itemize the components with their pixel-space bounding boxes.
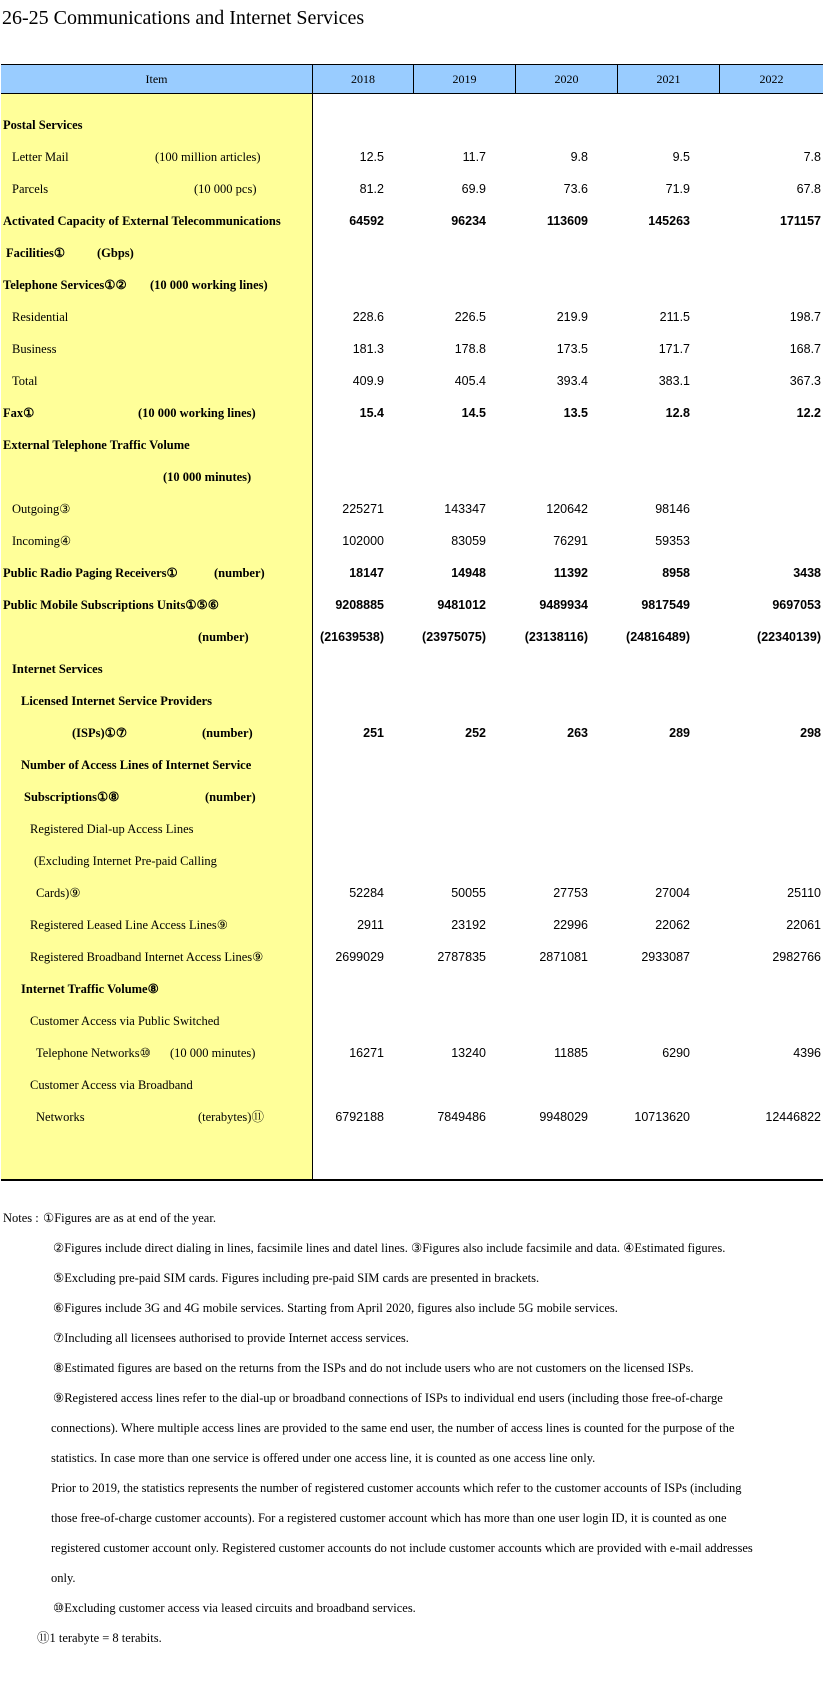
value-cell-2020: 76291 bbox=[553, 534, 588, 548]
value-cell-2020: 9948029 bbox=[539, 1110, 588, 1124]
value-cell-2018: 6792188 bbox=[335, 1110, 384, 1124]
row-label: (ISPs)①⑦ bbox=[72, 726, 128, 740]
value-cell-2019: 2787835 bbox=[437, 950, 486, 964]
row-label: Networks bbox=[36, 1110, 85, 1124]
table-row bbox=[0, 493, 823, 525]
value-cell-2018: 16271 bbox=[349, 1046, 384, 1060]
row-label: External Telephone Traffic Volume bbox=[3, 438, 190, 452]
table-row bbox=[0, 781, 823, 813]
note-line: ⑪1 terabyte = 8 terabits. bbox=[37, 1631, 162, 1645]
value-cell-2022: 12.2 bbox=[796, 406, 821, 420]
row-label: Licensed Internet Service Providers bbox=[21, 694, 213, 708]
value-cell-2021: 10713620 bbox=[634, 1110, 690, 1124]
header-year-2018: 2018 bbox=[351, 72, 375, 86]
value-cell-2020: 27753 bbox=[553, 886, 588, 900]
value-cell-2021: 22062 bbox=[655, 918, 690, 932]
table-row bbox=[0, 909, 823, 941]
value-cell-2019: 14948 bbox=[451, 566, 486, 580]
table-row bbox=[0, 557, 823, 589]
header-item: Item bbox=[145, 72, 168, 86]
value-cell-2022: 198.7 bbox=[789, 310, 821, 324]
table-row bbox=[0, 621, 823, 653]
row-label: Fax① bbox=[3, 406, 35, 420]
value-cell-2021: 9.5 bbox=[672, 150, 690, 164]
header-year-2022: 2022 bbox=[759, 72, 784, 86]
value-cell-2021: 12.8 bbox=[665, 406, 690, 420]
value-cell-2019: 50055 bbox=[451, 886, 486, 900]
value-cell-2019: 96234 bbox=[451, 214, 486, 228]
value-cell-2019: 252 bbox=[465, 726, 486, 740]
value-cell-2020: 263 bbox=[567, 726, 588, 740]
note-line: ⑧Estimated figures are based on the returns from the ISPs and do not include users who are not customers on the licensed ISPs. bbox=[53, 1361, 694, 1375]
row-label: Incoming④ bbox=[12, 534, 72, 548]
value-cell-2019: 11.7 bbox=[462, 150, 486, 164]
table-row bbox=[0, 461, 823, 493]
value-cell-2019: 23192 bbox=[451, 918, 486, 932]
value-cell-2021: 9817549 bbox=[641, 598, 690, 612]
value-cell-2018: 12.5 bbox=[359, 150, 384, 164]
value-cell-2021: 171.7 bbox=[658, 342, 690, 356]
row-label: Residential bbox=[12, 310, 69, 324]
value-cell-2018: 52284 bbox=[349, 886, 384, 900]
value-cell-2019: 83059 bbox=[451, 534, 486, 548]
row-label: Customer Access via Broadband bbox=[30, 1078, 193, 1092]
value-cell-2020: 2871081 bbox=[539, 950, 588, 964]
table-row bbox=[0, 109, 823, 141]
table-row bbox=[0, 941, 823, 973]
header-year-2019: 2019 bbox=[452, 72, 477, 86]
value-cell-2021: 27004 bbox=[655, 886, 690, 900]
note-line: only. bbox=[51, 1571, 76, 1585]
row-unit: (number) bbox=[198, 630, 249, 644]
value-cell-2020: 120642 bbox=[546, 502, 588, 516]
table-row bbox=[0, 333, 823, 365]
row-unit: (number) bbox=[214, 566, 265, 580]
notes-prefix: Notes : bbox=[3, 1211, 39, 1225]
value-cell-2019: 7849486 bbox=[437, 1110, 486, 1124]
value-cell-2021: 59353 bbox=[655, 534, 690, 548]
table-row bbox=[0, 1069, 823, 1101]
value-cell-2020: 13.5 bbox=[563, 406, 588, 420]
value-cell-2022: 3438 bbox=[793, 566, 821, 580]
value-cell-2022: 67.8 bbox=[796, 182, 821, 196]
table-row bbox=[0, 973, 823, 1005]
value-cell-2020: 219.9 bbox=[556, 310, 588, 324]
row-label: Subscriptions①⑧ bbox=[24, 790, 120, 804]
value-cell-2018: 2911 bbox=[357, 918, 384, 932]
value-cell-2018: 9208885 bbox=[335, 598, 384, 612]
note-line: ⑤Excluding pre-paid SIM cards. Figures including pre-paid SIM cards are presented in brackets. bbox=[53, 1271, 540, 1285]
row-label: Business bbox=[12, 342, 57, 356]
table-row bbox=[0, 653, 823, 685]
value-cell-2020: 9.8 bbox=[570, 150, 588, 164]
row-label: Internet Traffic Volume⑧ bbox=[21, 982, 159, 996]
row-unit: (number) bbox=[202, 726, 253, 740]
value-cell-2019: 405.4 bbox=[454, 374, 486, 388]
value-cell-2019: (23975075) bbox=[422, 630, 486, 644]
value-cell-2020: 173.5 bbox=[556, 342, 588, 356]
value-cell-2019: 14.5 bbox=[461, 406, 486, 420]
row-label: Cards)⑨ bbox=[36, 886, 81, 900]
value-cell-2019: 143347 bbox=[444, 502, 486, 516]
value-cell-2019: 69.9 bbox=[461, 182, 486, 196]
value-cell-2018: 225271 bbox=[342, 502, 384, 516]
table-row bbox=[0, 1101, 823, 1133]
note-line: ⑦Including all licensees authorised to provide Internet access services. bbox=[53, 1331, 409, 1345]
row-unit: (10 000 working lines) bbox=[150, 278, 268, 292]
table-row bbox=[0, 237, 823, 269]
table-row bbox=[0, 525, 823, 557]
table-row bbox=[0, 173, 823, 205]
row-label: Facilities① bbox=[6, 246, 66, 260]
value-cell-2018: 81.2 bbox=[359, 182, 384, 196]
row-label: Registered Leased Line Access Lines⑨ bbox=[30, 918, 228, 932]
value-cell-2021: 8958 bbox=[662, 566, 690, 580]
table-row bbox=[0, 1037, 823, 1069]
row-label: Public Mobile Subscriptions Units①⑤⑥ bbox=[3, 598, 219, 612]
value-cell-2020: (23138116) bbox=[524, 630, 588, 644]
note-line: ②Figures include direct dialing in lines, facsimile lines and datel lines. ③Figures also include facsimile and data. ④Estimated figures. bbox=[53, 1241, 726, 1255]
note-line: ①Figures are as at end of the year. bbox=[43, 1211, 216, 1225]
value-cell-2018: 228.6 bbox=[352, 310, 384, 324]
table-row bbox=[0, 429, 823, 461]
value-cell-2021: 2933087 bbox=[641, 950, 690, 964]
value-cell-2019: 226.5 bbox=[454, 310, 486, 324]
row-unit: (Gbps) bbox=[97, 246, 134, 260]
row-unit: (number) bbox=[205, 790, 256, 804]
row-label: Parcels bbox=[12, 182, 49, 196]
page-title: 26-25 Communications and Internet Services bbox=[2, 7, 365, 29]
row-unit: (10 000 minutes) bbox=[170, 1046, 256, 1060]
value-cell-2022: 4396 bbox=[793, 1046, 821, 1060]
value-cell-2022: 171157 bbox=[779, 214, 821, 228]
row-label: Public Radio Paging Receivers① bbox=[3, 566, 178, 580]
row-unit: (terabytes)⑪ bbox=[198, 1110, 264, 1124]
table-row bbox=[0, 845, 823, 877]
value-cell-2018: (21639538) bbox=[320, 630, 384, 644]
table-row bbox=[0, 205, 823, 237]
value-cell-2020: 11885 bbox=[554, 1046, 588, 1060]
table-row bbox=[0, 813, 823, 845]
value-cell-2020: 22996 bbox=[553, 918, 588, 932]
row-unit: (10 000 minutes) bbox=[163, 470, 252, 484]
table-row bbox=[0, 365, 823, 397]
note-line: those free-of-charge customer accounts). For a registered customer account which has more than one user login ID, it is counted as one bbox=[51, 1511, 727, 1525]
value-cell-2022: 12446822 bbox=[765, 1110, 821, 1124]
value-cell-2020: 11392 bbox=[553, 566, 588, 580]
header-year-2021: 2021 bbox=[656, 72, 681, 86]
row-label: Number of Access Lines of Internet Service bbox=[21, 758, 252, 772]
row-label: Internet Services bbox=[12, 662, 103, 676]
value-cell-2021: 6290 bbox=[662, 1046, 690, 1060]
row-label: Activated Capacity of External Telecommunications bbox=[3, 214, 281, 228]
value-cell-2021: 98146 bbox=[655, 502, 690, 516]
row-unit: (10 000 working lines) bbox=[138, 406, 256, 420]
value-cell-2019: 178.8 bbox=[454, 342, 486, 356]
value-cell-2020: 393.4 bbox=[556, 374, 588, 388]
row-unit: (10 000 pcs) bbox=[194, 182, 257, 196]
value-cell-2018: 409.9 bbox=[352, 374, 384, 388]
value-cell-2018: 64592 bbox=[349, 214, 384, 228]
note-line: ⑥Figures include 3G and 4G mobile services. Starting from April 2020, figures also include 5G mobile services. bbox=[53, 1301, 618, 1315]
row-label: Registered Dial-up Access Lines bbox=[30, 822, 194, 836]
value-cell-2021: 289 bbox=[669, 726, 690, 740]
note-line: registered customer account only. Registered customer accounts do not include customer accounts which are provided with e-mail addresses bbox=[51, 1541, 753, 1555]
value-cell-2018: 15.4 bbox=[359, 406, 384, 420]
value-cell-2022: 2982766 bbox=[772, 950, 821, 964]
value-cell-2021: 383.1 bbox=[658, 374, 690, 388]
value-cell-2022: 25110 bbox=[787, 886, 821, 900]
value-cell-2022: 367.3 bbox=[789, 374, 821, 388]
value-cell-2021: 145263 bbox=[648, 214, 690, 228]
row-label: Outgoing③ bbox=[12, 502, 71, 516]
note-line: ⑩Excluding customer access via leased circuits and broadband services. bbox=[53, 1601, 416, 1615]
value-cell-2019: 9481012 bbox=[437, 598, 486, 612]
note-line: statistics. In case more than one service is offered under one access line, it is counted as one access line only. bbox=[51, 1451, 596, 1465]
row-label: (Excluding Internet Pre-paid Calling bbox=[34, 854, 217, 868]
value-cell-2022: 9697053 bbox=[772, 598, 821, 612]
value-cell-2020: 113609 bbox=[546, 214, 588, 228]
value-cell-2022: 298 bbox=[800, 726, 821, 740]
row-label: Total bbox=[12, 374, 38, 388]
table-row bbox=[0, 589, 823, 621]
row-label: Letter Mail bbox=[12, 150, 69, 164]
value-cell-2022: 168.7 bbox=[789, 342, 821, 356]
table-row bbox=[0, 717, 823, 749]
table-row bbox=[0, 269, 823, 301]
value-cell-2022: 7.8 bbox=[803, 150, 821, 164]
value-cell-2018: 18147 bbox=[349, 566, 384, 580]
table-row bbox=[0, 685, 823, 717]
value-cell-2018: 102000 bbox=[342, 534, 384, 548]
table-row bbox=[0, 397, 823, 429]
row-label: Registered Broadband Internet Access Lines⑨ bbox=[30, 950, 264, 964]
row-label: Customer Access via Public Switched bbox=[30, 1014, 220, 1028]
row-label: Postal Services bbox=[3, 118, 83, 132]
note-line: Prior to 2019, the statistics represents the number of registered customer accounts which refer to the customer accounts of ISPs (including bbox=[51, 1481, 742, 1495]
table-row bbox=[0, 749, 823, 781]
value-cell-2020: 73.6 bbox=[563, 182, 588, 196]
table-row bbox=[0, 1005, 823, 1037]
value-cell-2022: (22340139) bbox=[757, 630, 821, 644]
note-line: ⑨Registered access lines refer to the dial-up or broadband connections of ISPs to individual end users (including those free-of-charge bbox=[53, 1391, 723, 1405]
table-row bbox=[0, 141, 823, 173]
value-cell-2018: 2699029 bbox=[335, 950, 384, 964]
value-cell-2018: 251 bbox=[363, 726, 384, 740]
row-label: Telephone Services①② bbox=[3, 278, 127, 292]
table-row bbox=[0, 877, 823, 909]
table-bottom-border bbox=[1, 1179, 823, 1181]
value-cell-2019: 13240 bbox=[451, 1046, 486, 1060]
value-cell-2022: 22061 bbox=[786, 918, 821, 932]
row-unit: (100 million articles) bbox=[155, 150, 261, 164]
note-line: connections). Where multiple access lines are provided to the same end user, the number of access lines is counted for the purpose of the bbox=[51, 1421, 735, 1435]
value-cell-2020: 9489934 bbox=[539, 598, 588, 612]
value-cell-2021: 71.9 bbox=[665, 182, 690, 196]
row-label: Telephone Networks⑩ bbox=[36, 1046, 151, 1060]
value-cell-2018: 181.3 bbox=[352, 342, 384, 356]
table-row bbox=[0, 301, 823, 333]
value-cell-2021: 211.5 bbox=[659, 310, 690, 324]
header-year-2020: 2020 bbox=[554, 72, 579, 86]
value-cell-2021: (24816489) bbox=[626, 630, 690, 644]
